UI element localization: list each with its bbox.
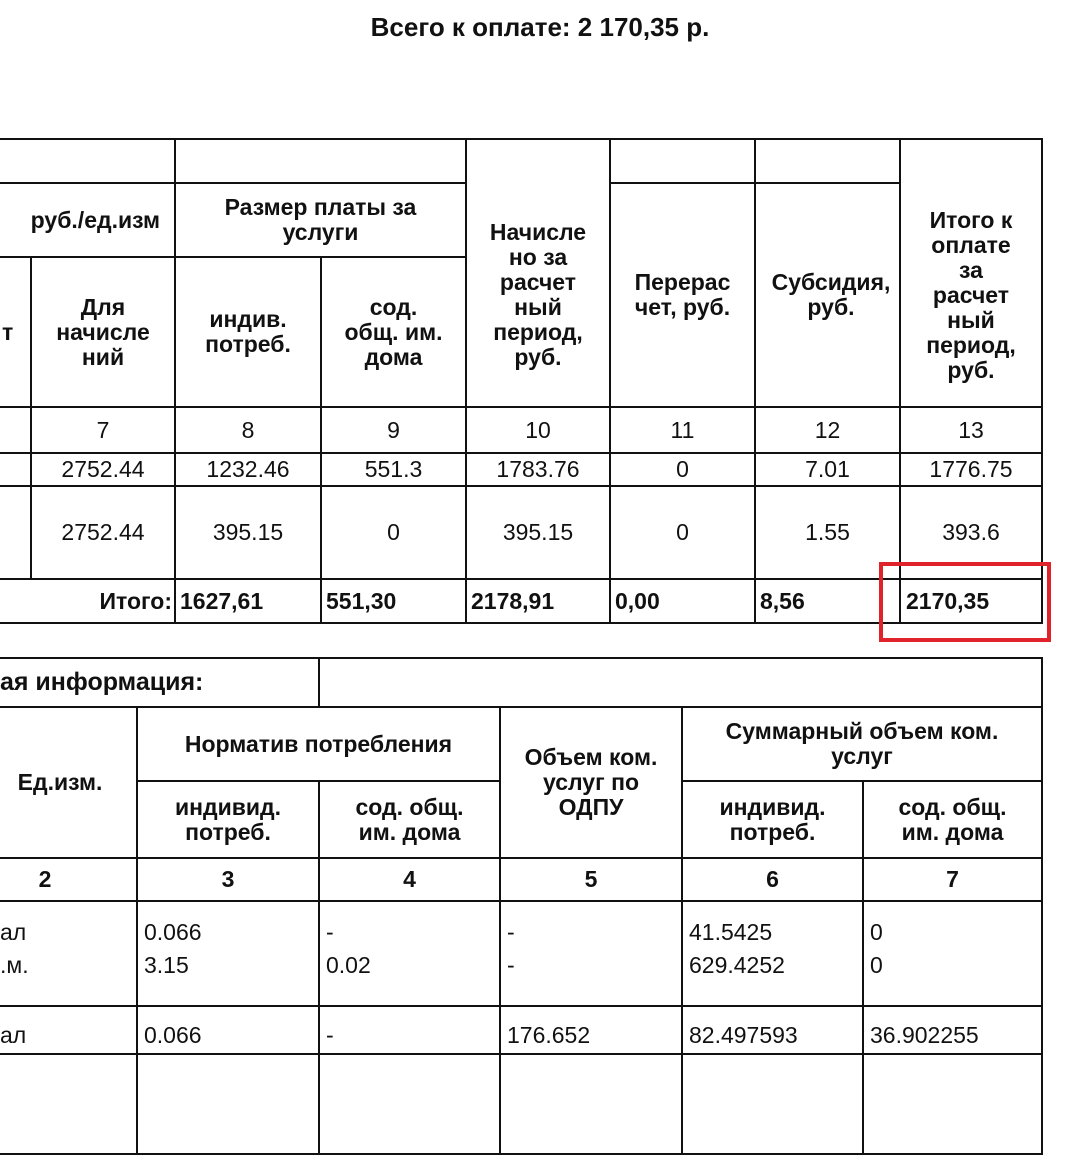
- col-number: 13: [958, 416, 984, 443]
- table-cell: 1232.46: [206, 456, 290, 482]
- total-accrued: 2178,91: [471, 587, 555, 614]
- common-property-header: сод. общ. им. дома: [344, 293, 443, 370]
- table-cell: 629.4252: [689, 952, 785, 978]
- odpu-header: Объем ком. услуг по ОДПУ: [524, 744, 658, 820]
- col-number: 7: [946, 866, 959, 892]
- table-cell: 393.6: [942, 519, 1000, 545]
- col-number: 11: [670, 416, 695, 443]
- table-cell: 2752.44: [61, 456, 145, 482]
- total-indiv: 1627,61: [180, 587, 264, 614]
- table-cell: 36.902255: [870, 1022, 979, 1048]
- indiv-consumption-header: индив. потреб.: [205, 306, 291, 357]
- total-due-header: Всего к оплате: 2 170,35 р.: [370, 12, 710, 42]
- col-number: 6: [766, 866, 779, 892]
- for-charges-header: Для начисле ний: [56, 293, 150, 370]
- subsidy-header: Субсидия, руб.: [771, 269, 891, 320]
- col-number: 5: [584, 866, 598, 892]
- table-cell: ал: [0, 919, 27, 945]
- table-cell: -: [507, 919, 515, 945]
- col-number: 12: [814, 416, 841, 443]
- table-cell: 3.15: [144, 952, 189, 978]
- table-cell: 1776.75: [929, 456, 1013, 482]
- col-number: 3: [221, 866, 235, 892]
- tariff-header: руб./ед.изм: [30, 206, 160, 233]
- table-cell: 176.652: [507, 1022, 591, 1048]
- total-due-value: 2170,35: [906, 587, 990, 614]
- table-cell: 41.5425: [689, 919, 773, 945]
- table-cell: 0: [676, 519, 689, 545]
- sum-volume-header: Суммарный объем ком. услуг: [725, 718, 999, 769]
- table-cell: 2752.44: [61, 519, 145, 545]
- accrued-header: Начисле но за расчет ный период, руб.: [489, 219, 587, 370]
- table-cell: -: [326, 919, 334, 945]
- table-cell: 1783.76: [496, 456, 580, 482]
- table-cell: -: [507, 952, 515, 978]
- table-cell: 0: [870, 952, 883, 978]
- col-number: 7: [96, 416, 110, 443]
- table-cell: 0.066: [144, 919, 202, 945]
- table-cell: .м.: [0, 952, 29, 978]
- table-cell: 0.066: [144, 1022, 202, 1048]
- table-cell: 551.3: [364, 456, 423, 482]
- table-cell: -: [326, 1022, 334, 1048]
- col-number: 9: [387, 416, 400, 443]
- info-title: ая информация:: [0, 668, 204, 696]
- highlight-box: [879, 562, 1051, 642]
- total-subsidy: 8,56: [760, 587, 805, 614]
- table-cell: 0: [870, 919, 883, 945]
- table-cell: 395.15: [502, 519, 574, 545]
- norm-header: Норматив потребления: [184, 730, 453, 757]
- unit-header: Ед.изм.: [17, 769, 103, 795]
- table-cell: 7.01: [805, 456, 850, 482]
- norm-indiv-header: индивид. потреб.: [174, 793, 282, 845]
- col-number: 4: [403, 866, 416, 892]
- table-cell: ал: [0, 1022, 27, 1048]
- recalculation-header: Перерас чет, руб.: [634, 269, 731, 320]
- total-recalc: 0,00: [615, 587, 660, 614]
- total-common: 551,30: [326, 587, 397, 614]
- col-number: 10: [525, 416, 551, 443]
- payment-size-header: Размер платы за услуги: [224, 194, 417, 245]
- sum-common-header: сод. общ. им. дома: [898, 793, 1007, 845]
- col-number: 2: [38, 866, 52, 892]
- cut-column-header: т: [2, 318, 14, 345]
- table-cell: 1.55: [805, 519, 850, 545]
- total-due-column-header: Итого к оплате за расчет ный период, руб.: [926, 206, 1016, 383]
- table-cell: 0: [676, 456, 689, 482]
- table-cell: 0.02: [326, 952, 371, 978]
- table-cell: 0: [387, 519, 400, 545]
- col-number: 8: [241, 416, 255, 443]
- norm-common-header: сод. общ. им. дома: [355, 793, 464, 845]
- totals-label: Итого:: [99, 587, 172, 614]
- table-cell: 395.15: [212, 519, 284, 545]
- table-cell: 82.497593: [689, 1022, 798, 1048]
- sum-indiv-header: индивид. потреб.: [719, 793, 826, 845]
